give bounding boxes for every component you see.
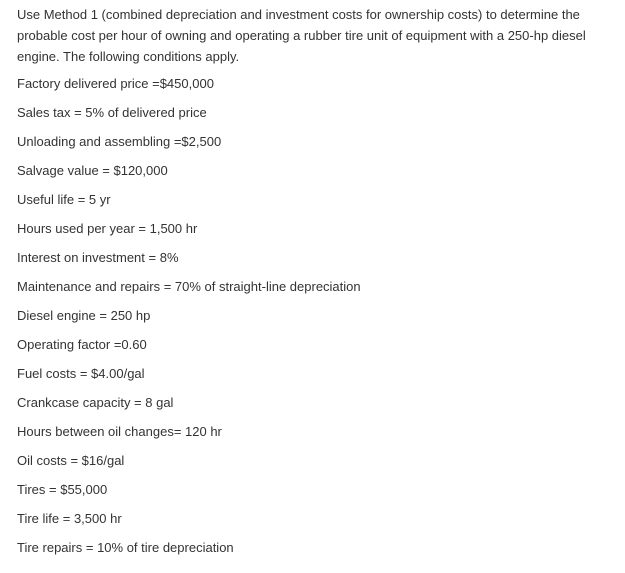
condition-crankcase: Crankcase capacity = 8 gal	[17, 395, 174, 410]
condition-operating-factor: Operating factor =0.60	[17, 337, 147, 352]
condition-oil-change-interval: Hours between oil changes= 120 hr	[17, 424, 222, 439]
condition-sales-tax: Sales tax = 5% of delivered price	[17, 105, 207, 120]
condition-fuel-costs: Fuel costs = $4.00/gal	[17, 366, 145, 381]
condition-oil-costs: Oil costs = $16/gal	[17, 453, 125, 468]
condition-salvage-value: Salvage value = $120,000	[17, 163, 168, 178]
condition-tire-life: Tire life = 3,500 hr	[17, 511, 122, 526]
problem-content	[17, 4, 617, 562]
condition-tires: Tires = $55,000	[17, 482, 108, 497]
condition-delivered-price: Factory delivered price =$450,000	[17, 76, 214, 91]
condition-maintenance: Maintenance and repairs = 70% of straight-line depreciation	[17, 279, 361, 294]
condition-useful-life: Useful life = 5 yr	[17, 192, 111, 207]
conditions-list	[17, 69, 617, 562]
condition-diesel-engine: Diesel engine = 250 hp	[17, 308, 151, 323]
condition-unloading: Unloading and assembling =$2,500	[17, 134, 222, 149]
problem-intro: Use Method 1 (combined depreciation and investment costs for ownership costs) to determine the probable cost per hour of owning and operating a rubber tire unit of equipment with a 250-hp diesel engine. The following conditions apply.	[17, 7, 586, 64]
condition-tire-repairs: Tire repairs = 10% of tire depreciation	[17, 540, 234, 555]
condition-hours-per-year: Hours used per year = 1,500 hr	[17, 221, 198, 236]
condition-interest: Interest on investment = 8%	[17, 250, 179, 265]
